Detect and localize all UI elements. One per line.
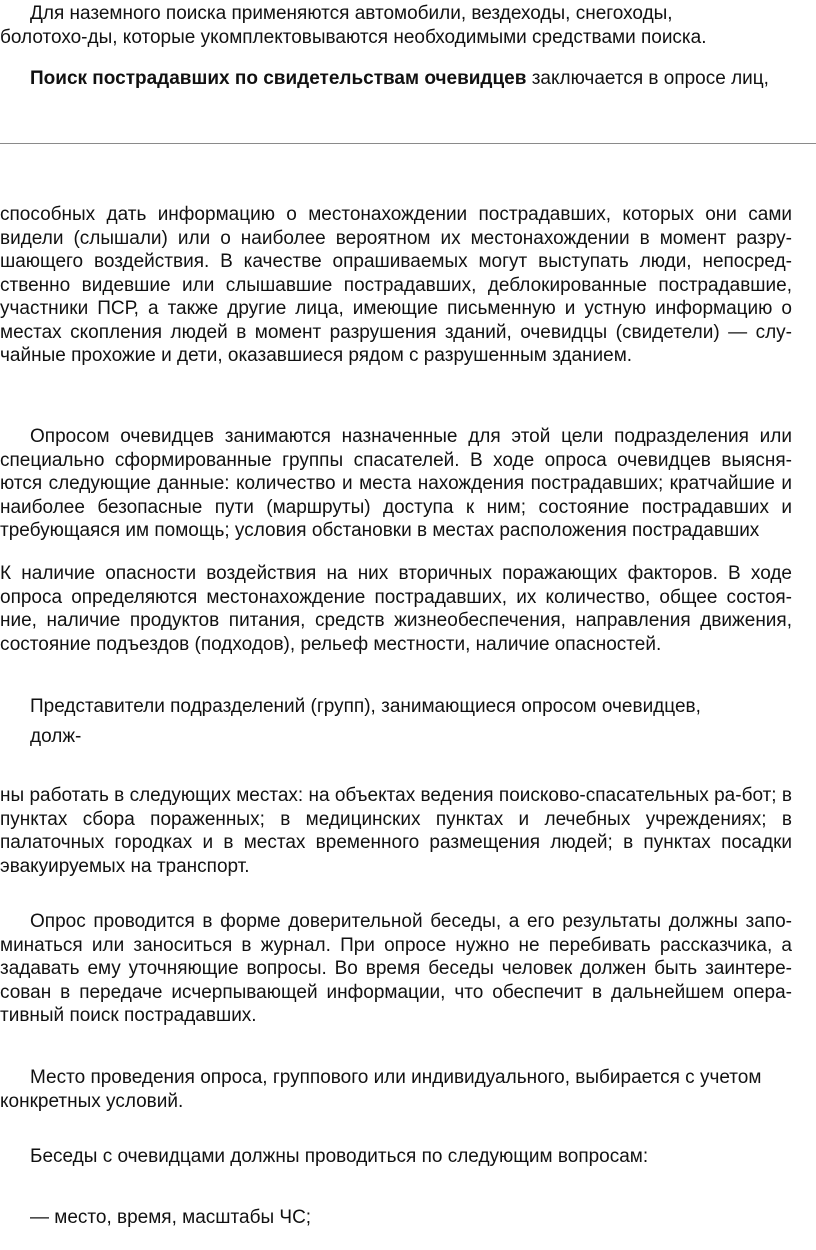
intro-rest: заключается в опросе лиц,: [526, 68, 769, 89]
paragraph-eyewitness-details: способных дать информацию о местонахождении пострадавших, которых они сами видели (слышали) или о наиболее вероятном их местонахождении в момент разру-шающего воздействия. В качестве опрашиваемых могут выступать люди, непосред-ственно видевшие или слышавшие пострадавших, деблокированные пострадавшие, участники ПСР, а также другие лица, имеющие письменную и устную информацию о местах скопления людей в момент разрушения зданий, очевидцы (свидетели) — слу-чайные прохожие и дети, оказавшиеся рядом с разрушенным зданием.: [0, 204, 792, 366]
paragraph-secondary-factors: К наличие опасности воздействия на них вторичных поражающих факторов. В ходе опроса определяются местонахождение пострадавших, их количество, общее состоя-ние, наличие продуктов питания, средств жизнеобеспечения, направления движения, состояние подъездов (подходов), рельеф местности, наличие опасностей.: [0, 563, 792, 655]
paragraph-interview-groups: Опросом очевидцев занимаются назначенные для этой цели подразделения или специально сформированные группы спасателей. В ходе опроса очевидцев выясня-ются следующие данные: количество и места нахождения пострадавших; кратчайшие и наиболее безопасные пути (маршруты) доступа к ним; состояние пострадавших и требующаяся им помощь; условия обстановки в местах расположения пострадавших: [0, 426, 792, 541]
paragraph-representatives-line2: долж-: [30, 726, 82, 747]
page-divider: [0, 143, 816, 144]
list-item-question: — место, время, масштабы ЧС;: [30, 1207, 312, 1228]
paragraph-transport-line2: болотохо-ды, которые укомплектовываются необходимыми средствами поиска.: [0, 27, 707, 48]
paragraph-eyewitness-intro: [30, 67, 816, 91]
paragraph-interview-place: Место проведения опроса, группового или индивидуального, выбирается с учетом конкретных условий.: [0, 1067, 762, 1112]
paragraph-representatives-line1: Представители подразделений (групп), занимающиеся опросом очевидцев,: [30, 696, 701, 717]
paragraph-interview-form: Опрос проводится в форме доверительной беседы, а его результаты должны запо-минаться или заноситься в журнал. При опросе нужно не перебивать рассказчика, а задавать ему уточняющие вопросы. Во время беседы человек должен быть заинтере-сован в передаче исчерпывающей информации, что обеспечит в дальнейшем опера-тивный поиск пострадавших.: [0, 911, 792, 1026]
paragraph-questions-intro: Беседы с очевидцами должны проводиться по следующим вопросам:: [30, 1146, 649, 1167]
bold-term: Поиск пострадавших по свидетельствам очевидцев: [30, 68, 527, 89]
paragraph-work-locations: ны работать в следующих местах: на объектах ведения поисково-спасательных ра-бот; в пунктах сбора пораженных; в медицинских пунктах и лечебных учреждениях; в палаточных городках и в местах временного размещения людей; в пунктах посадки эвакуируемых на транспорт.: [0, 785, 792, 877]
paragraph-transport-line1: Для наземного поиска применяются автомобили, вездеходы, снегоходы,: [30, 3, 673, 24]
